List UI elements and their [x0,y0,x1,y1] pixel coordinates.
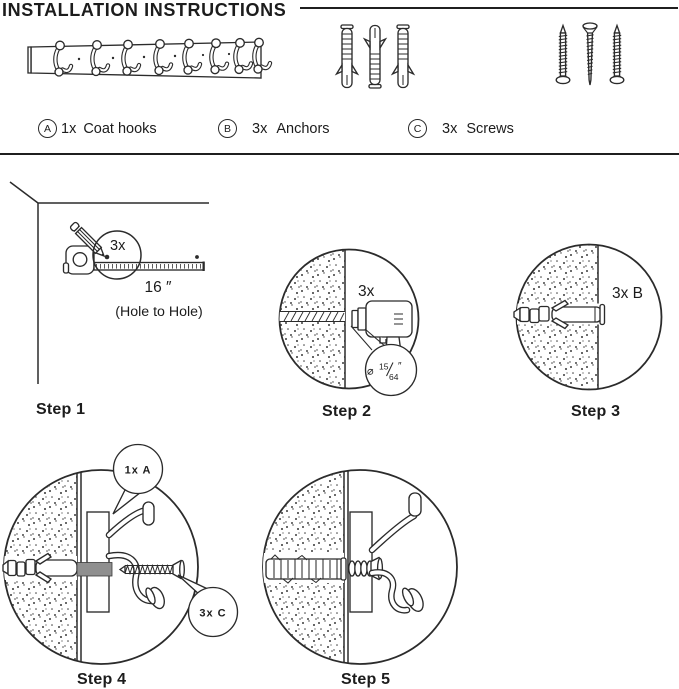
title-rule [300,7,678,9]
bit-unit: ″ [398,361,402,372]
expanded-anchor-icon [266,555,346,583]
screw-icon [610,26,624,84]
step1-qty-label: 3x [110,238,126,254]
part-qty: 1x [61,120,77,137]
part-qty: 3x [442,120,458,137]
diameter-symbol: ⌀ [367,365,374,378]
screw-icon [556,26,570,84]
step3-label: Step 3 [571,403,621,420]
step1-illustration [0,177,230,412]
part-name: Coat hooks [83,120,157,137]
step3-qty-label: 3x B [612,285,644,302]
anchor-sleeve [77,563,112,577]
part-label-anchors [218,119,330,138]
part-badge-c: C [408,119,427,138]
page-title: INSTALLATION INSTRUCTIONS [2,0,287,20]
part-qty: 3x [252,120,268,137]
anchors-illustration [325,20,420,98]
wall-anchor-icon [393,25,414,88]
wall-anchor-icon [365,26,386,89]
pencil-mark-dot [105,255,110,260]
tape-measure-icon [64,246,205,274]
step4-label: Step 4 [77,671,127,688]
rail-board-end [28,47,31,73]
wall-corner [10,182,209,384]
distance-label: 16 ″ [144,279,172,296]
step5-label: Step 5 [341,671,391,688]
screws-illustration [545,22,635,94]
bit-denominator: 64 [389,372,399,382]
drilled-hole [279,312,345,322]
step2-illustration [268,240,434,406]
rail-side-view [87,512,109,612]
part-label-coat-hooks [38,119,157,138]
pencil-mark-dot [195,255,199,259]
step4-illustration [0,440,250,689]
part-badge-a: A [38,119,57,138]
part-name: Anchors [276,120,330,137]
distance-note: (Hole to Hole) [115,304,203,320]
rail-callout [113,445,163,515]
step2-label: Step 2 [322,403,372,420]
hook-side-view [109,502,167,611]
screw-callout-label: 3x C [199,607,227,620]
part-label-screws [408,119,514,138]
step1-label: Step 1 [36,401,86,418]
step2-qty-label: 3x [358,283,375,300]
part-name: Screws [466,120,514,137]
step5-illustration [253,460,468,672]
screw-callout [178,575,238,637]
hook-side-view [372,493,426,614]
coat-hooks-illustration [25,33,265,91]
wall-anchor-icon [337,25,358,88]
rail-callout-label: 1x A [124,464,152,477]
parts-divider [0,153,679,155]
part-badge-b: B [218,119,237,138]
screw-icon [583,23,597,85]
screw-icon [120,561,184,579]
step3-illustration [505,236,675,402]
bit-numerator: 15 [379,361,389,372]
